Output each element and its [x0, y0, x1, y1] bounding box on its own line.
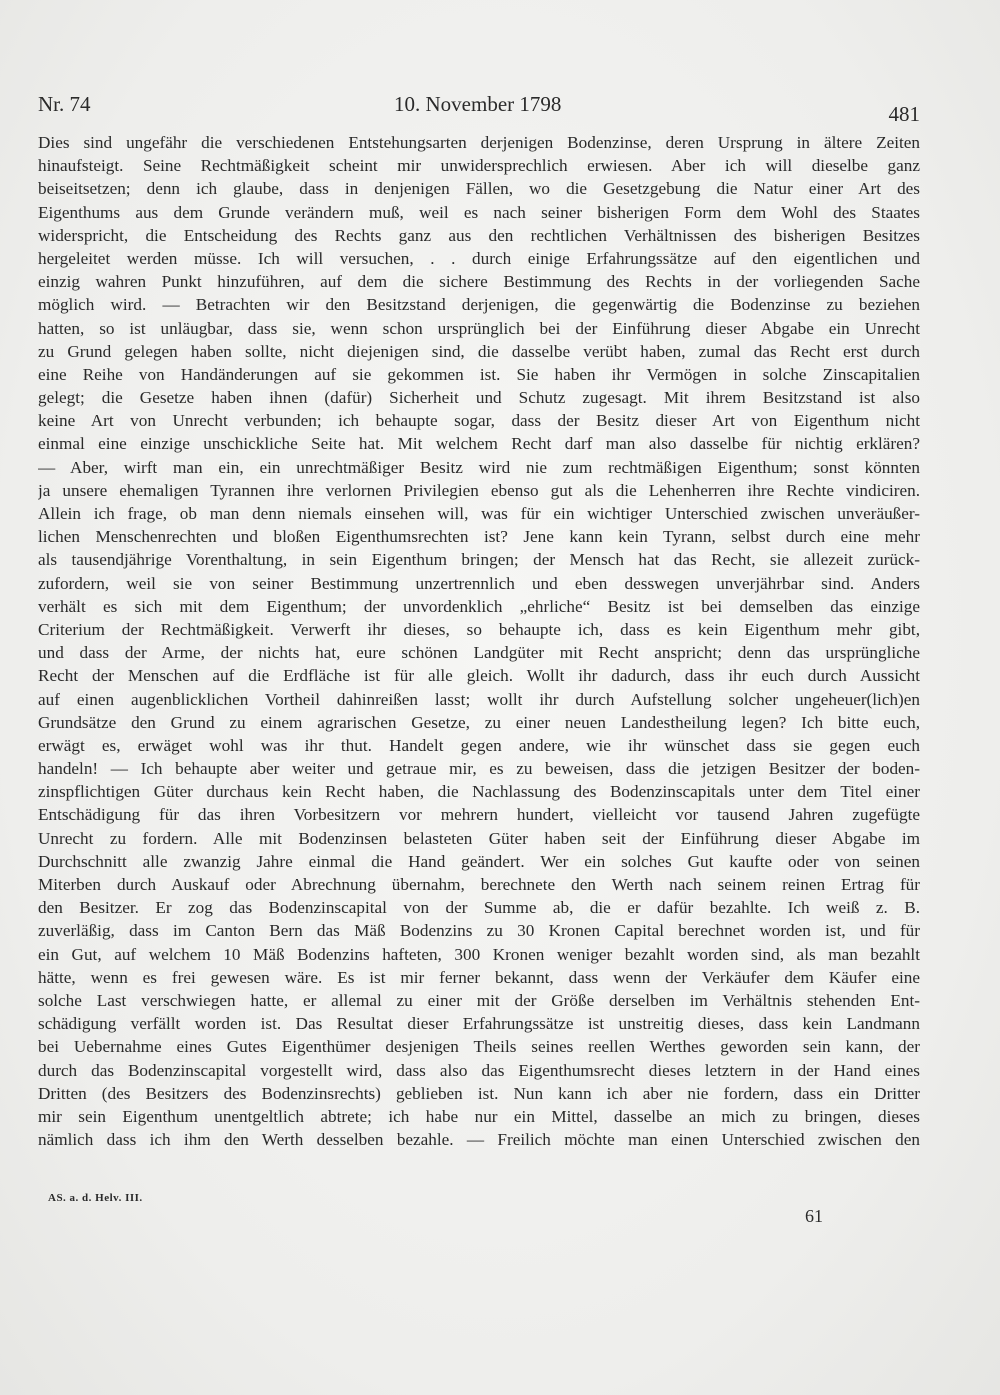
text-line: Grundsätze den Grund zu einem agrarischen Gesetze, zu einer neuen Landestheilung legen? Ich bitte euch, — [38, 712, 920, 732]
text-line: hätte, wenn es frei gewesen wäre. Es ist mir ferner bekannt, dass wenn der Verkäufer dem Käufer eine — [38, 967, 920, 987]
text-line: erwägt es, erwäget wohl was ihr thut. Handelt gegen andere, wie ihr wünschet dass sie gegen euch — [38, 735, 920, 755]
page-header — [38, 92, 920, 126]
text-line: hergeleitet werden müsse. Ich will versuchen, . . durch einige Erfahrungssätze auf den eigentlichen und — [38, 248, 920, 268]
text-line: gelegt; die Gesetze haben ihnen (dafür) Sicherheit und Schutz zugesagt. Mit ihrem Besitzstand ist also — [38, 388, 920, 408]
text-line: möglich wird. — Betrachten wir den Besitzstand derjenigen, die gegenwärtig die Bodenzinse zu beziehen — [38, 295, 920, 315]
document-number: Nr. 74 — [38, 92, 91, 116]
text-line: widerspricht, die Entscheidung des Rechts ganz aus den rechtlichen Verhältnissen des bisherigen Besitzes — [38, 225, 920, 245]
text-line: zuverläßig, dass im Canton Bern das Mäß Bodenzins zu 30 Kronen Capital berechnet worden ist, und für — [38, 921, 920, 941]
text-line: ein Gut, auf welchem 10 Mäß Bodenzins hafteten, 300 Kronen weniger bezahlt worden sind, als man bezahlt — [38, 944, 920, 964]
text-line: als tausendjährige Vorenthaltung, in sein Eigenthum bringen; der Mensch hat das Recht, sie allezeit zurück- — [38, 550, 920, 570]
text-line: durch das Bodenzinscapital vorgestellt wird, dass also das Eigenthumsrecht dieses letztern in der Hand eines — [38, 1060, 920, 1080]
text-line: beiseitsetzen; denn ich glaube, dass in denjenigen Fällen, wo die Gesetzgebung die Natur einer Art des — [38, 179, 920, 199]
text-line: einzig wahren Punkt hinzuführen, auf dem die sichere Bestimmung des Rechts in der vorliegenden Sache — [38, 272, 920, 292]
text-line: Allein ich frage, ob man denn niemals einsehen will, was für ein wichtiger Unterschied zwischen unveräußer- — [38, 504, 920, 523]
text-line: hatten, so ist unläugbar, dass sie, wenn schon ursprünglich bei der Einführung dieser Abgabe ein Unrecht — [38, 318, 920, 338]
header-date: 10. November 1798 — [394, 92, 562, 116]
text-line: zu Grund gelegen haben sollte, nicht diejenigen sind, die dasselbe verübt haben, zumal das Recht erst durch — [38, 341, 920, 361]
text-line: keine Art von Unrecht verbunden; ich behaupte sogar, dass der Besitz dieser Art von Eigenthum nicht — [38, 411, 920, 431]
text-line: verhält es sich mit dem Eigenthum; der unvordenklich „ehrliche“ Besitz ist bei demselben das einzige — [38, 596, 920, 616]
text-line: solche Last verschwiegen hatte, er allemal zu einer mit der Größe derselben im Verhältnis stehenden Ent- — [38, 990, 920, 1010]
text-line: und dass der Arme, der nichts hat, eure schönen Landgüter mit Recht anspricht; denn das ursprüngliche — [38, 643, 920, 663]
text-line: bei Uebernahme eines Gutes Eigenthümer desjenigen Theils seines reellen Werthes geworden sein kann, der — [38, 1037, 920, 1057]
text-line: eine Reihe von Handänderungen auf sie gekommen ist. Sie haben ihr Vermögen in solche Zinscapitalien — [38, 364, 920, 384]
body-text — [38, 131, 920, 1151]
text-line: ja unsere ehemaligen Tyrannen ihre verlornen Privilegien ebenso gut als die Lehenherren ihre Rechte vindiciren. — [38, 480, 920, 500]
text-line: hinaufsteigt. Seine Rechtmäßigkeit scheint mir unwidersprechlich erwiesen. Aber ich will dieselbe ganz — [38, 156, 920, 176]
source-mark: AS. a. d. Helv. III. — [48, 1192, 143, 1204]
sheet-number: 61 — [805, 1206, 823, 1226]
text-line: mir sein Eigenthum unentgeltlich abtrete; ich habe nur ein Mittel, dasselbe an mich zu bringen, dieses — [38, 1106, 920, 1126]
text-line: Recht der Menschen auf die Erdfläche ist für alle gleich. Wollt ihr dadurch, dass ihr euch durch Aussicht — [38, 666, 920, 686]
text-line: nämlich dass ich ihm den Werth desselben bezahle. — Freilich möchte man einen Unterschied zwischen den — [38, 1130, 920, 1150]
text-line: schädigung verfällt worden ist. Das Resultat dieser Erfahrungssätze ist unstreitig dieses, dass kein Landmann — [38, 1014, 920, 1034]
text-line: zinspflichtigen Güter durchaus kein Recht haben, die Nachlassung des Bodenzinscapitals unter dem Titel einer — [38, 782, 920, 802]
text-line: — Aber, wirft man ein, ein unrechtmäßiger Besitz wird nie zum rechtmäßigen Eigenthum; sonst könnten — [38, 457, 920, 477]
text-line: Dies sind ungefähr die verschiedenen Entstehungsarten derjenigen Bodenzinse, deren Ursprung in ältere Zeiten — [38, 133, 920, 152]
text-line: lichen Menschenrechten und bloßen Eigenthumsrechten ist? Jene kann kein Tyrann, selbst durch eine mehr — [38, 527, 920, 547]
page-number: 481 — [888, 102, 920, 126]
text-line: Miterben durch Auskauf oder Abrechnung übernahm, berechnete den Werth nach seinem reinen Ertrag für — [38, 875, 920, 894]
text-line: einmal eine einzige unschickliche Seite hat. Mit welchem Recht darf man also dasselbe für nichtig erklären? — [38, 434, 920, 454]
text-line: Eigenthums aus dem Grunde verändern muß, weil es nach seiner bisherigen Form dem Wohl des Staates — [38, 202, 920, 222]
text-line: Unrecht zu fordern. Alle mit Bodenzinsen belasteten Güter haben seit der Einführung dieser Abgabe im — [38, 828, 920, 848]
text-line: Criterium der Rechtmäßigkeit. Verwerft ihr dieses, so behaupte ich, dass es kein Eigenthum mehr gibt, — [38, 619, 920, 639]
text-line: auf einen augenblicklichen Vortheil dahinreißen lasst; wollt ihr durch Aufstellung solcher ungeheuer(lich)en — [38, 689, 920, 709]
text-line: Entschädigung für das ihren Vorbesitzern vor mehrern hundert, vielleicht vor tausend Jahren zugefügte — [38, 805, 920, 825]
text-line: zufordern, weil sie von seiner Bestimmung unzertrennlich und eben desswegen unverjährbar sind. Anders — [38, 573, 920, 593]
text-line: Dritten (des Besitzers des Bodenzinsrechts) geblieben ist. Nun kann ich aber nie fordern, dass ein Dritter — [38, 1083, 920, 1103]
text-line: Durchschnitt alle zwanzig Jahre einmal die Hand geändert. Wer ein solches Gut kaufte oder von seinen — [38, 851, 920, 871]
text-line: handeln! — Ich behaupte aber weiter und getraue mir, es zu beweisen, dass die jetzigen Besitzer der boden- — [38, 759, 920, 779]
text-line: den Besitzer. Er zog das Bodenzinscapital von der Summe ab, die er dafür bezahlte. Ich weiß z. B. — [38, 898, 920, 918]
